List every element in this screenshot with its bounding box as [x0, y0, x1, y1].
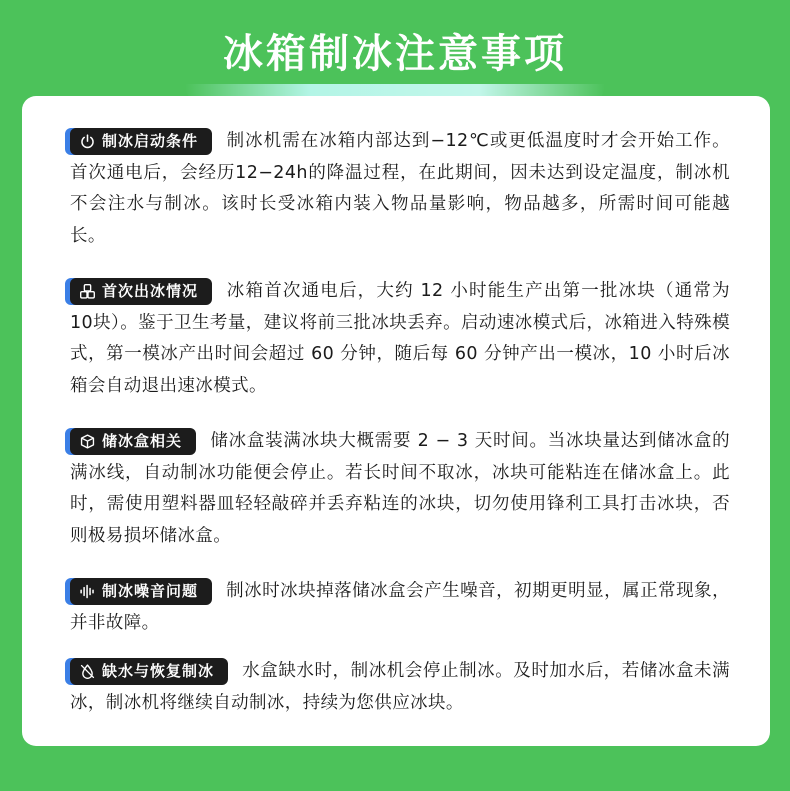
tag-first-ice-output — [70, 278, 212, 305]
tag-label: 储冰盒相关 — [102, 432, 183, 450]
section-text: 制冰机需在冰箱内部达到−12℃或更低温度时才会开始工作。首次通电后，会经历12−24h的降温过程，在此期间，因未达到设定温度，制冰机不会注水与制冰。该时长受冰箱内装入物品量影响，物品越多，所需时间可能越长。 — [70, 131, 730, 246]
sound-wave-icon — [79, 583, 96, 600]
tag-ice-start-conditions — [70, 128, 212, 155]
water-drop-icon — [79, 663, 96, 680]
ice-cubes-icon — [79, 283, 96, 300]
section-text: 冰箱首次通电后，大约 12 小时能生产出第一批冰块（通常为10块）。鉴于卫生考量，建议将前三批冰块丢弃。启动速冰模式后，冰箱进入特殊模式，第一模冰产出时间会超过 60 分钟，随后每 60 分钟产出一模冰，10 小时后冰箱会自动退出速冰模式。 — [70, 281, 730, 396]
power-icon — [79, 133, 96, 150]
tag-water-shortage — [70, 658, 228, 685]
tag-ice-storage-box — [70, 428, 196, 455]
section-first-ice-output — [70, 276, 730, 402]
ice-box-icon — [79, 433, 96, 450]
section-text: 制冰时冰块掉落储冰盒会产生噪音，初期更明显，属正常现象，并非故障。 — [70, 581, 730, 633]
tag-ice-noise — [70, 578, 212, 605]
section-text: 储冰盒装满冰块大概需要 2 − 3 天时间。当冰块量达到储冰盒的满冰线，自动制冰功能便会停止。若长时间不取冰，冰块可能粘连在储冰盒上。此时，需使用塑料器皿轻轻敲碎并丢弃粘连的冰块，切勿使用锋利工具打击冰块，否则极易损坏储冰盒。 — [70, 431, 730, 546]
tag-label: 制冰启动条件 — [102, 132, 199, 150]
section-ice-storage-box — [70, 426, 730, 552]
section-ice-noise — [70, 576, 730, 639]
section-ice-start-conditions — [70, 126, 730, 252]
section-water-shortage — [70, 656, 730, 719]
section-text: 水盒缺水时，制冰机会停止制冰。及时加水后，若储冰盒未满冰，制冰机将继续自动制冰，持续为您供应冰块。 — [70, 661, 730, 713]
tag-label: 首次出冰情况 — [102, 282, 199, 300]
tag-label: 缺水与恢复制冰 — [102, 662, 215, 680]
page-title: 冰箱制冰注意事项 — [223, 31, 567, 77]
tag-label: 制冰噪音问题 — [102, 582, 199, 600]
